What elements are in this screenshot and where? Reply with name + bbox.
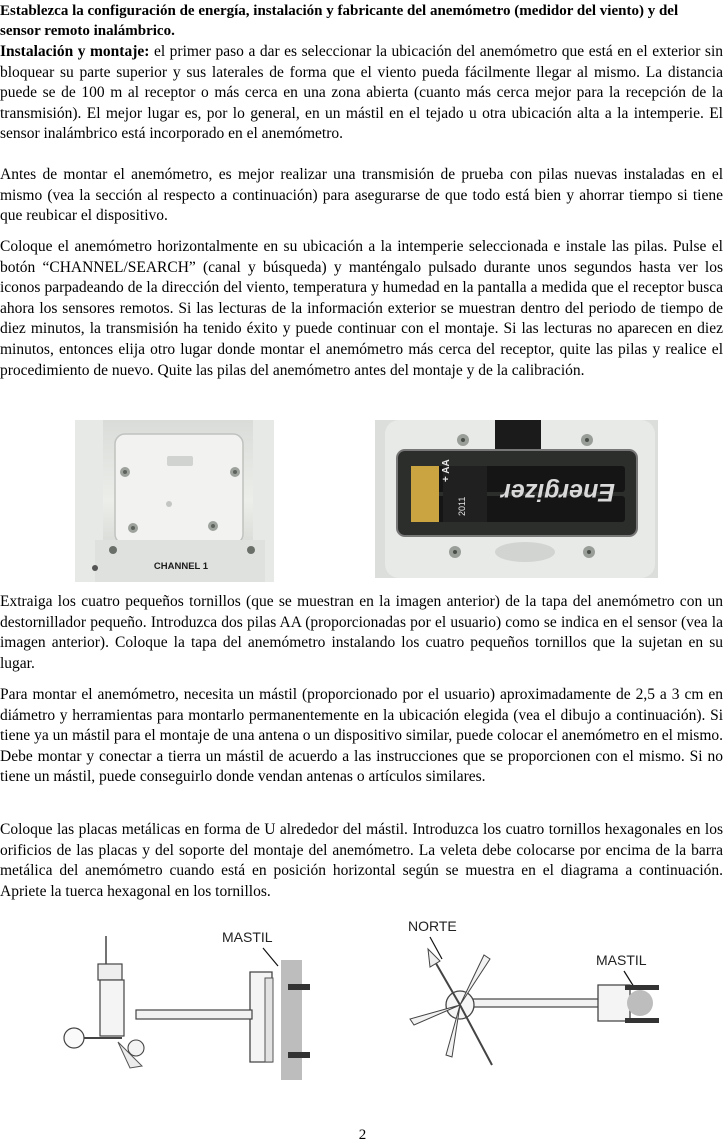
battery-cell-type: + AA	[441, 459, 452, 482]
north-label: NORTE	[408, 918, 457, 934]
installation-paragraph	[0, 42, 723, 145]
battery-brand: Energizer	[501, 478, 615, 506]
test-transmission-paragraph: Antes de montar el anemómetro, es mejor realizar una transmisión de prueba con pilas nuevas instaladas en el mismo (vea la sección al respecto a continuación) para asegurarse de que todo está bien y ahorrar tiempo si tiene que reubicar el dispositivo.	[0, 166, 723, 225]
battery-compartment-photo	[375, 420, 658, 578]
installation-lead: Instalación y montaje:	[0, 43, 150, 60]
mast-paragraph: Para montar el anemómetro, necesita un mástil (proporcionado por el usuario) aproximadamente de 2,5 a 3 cm en diámetro y herramientas para montarlo permanentemente en la ubicación elegida (vea el dibujo a continuación). Si tiene ya un mástil para el montaje de una antena o un dispositivo similar, puede colocar el anemómetro en el mismo. Debe montar y conectar a tierra un mástil de acuerdo a las instrucciones que se proporcionen con el mismo. Si no tiene un mástil, puede conseguirlo donde vendan antenas o artículos similares.	[0, 686, 723, 786]
battery-year: 2011	[457, 496, 467, 516]
placement-paragraph: Coloque el anemómetro horizontalmente en su ubicación a la intemperie seleccionada e instale las pilas. Pulse el botón “CHANNEL/SEARCH” (canal y búsqueda) y manténgalo pulsado durante unos segundos hasta ver los iconos parpadeando de la dirección del viento, temperatura y humedad en la pantalla a medida que el receptor busca ahora los sensores remotos. Si las lecturas de la información exterior se muestran dentro del periodo de tiempo de diez minutos, la transmisión ha tenido éxito y puede continuar con el montaje. Si las lecturas no aparecen en diez minutos, entonces elija otro lugar donde montar el anemómetro más cerca del receptor, quite las pilas y realice el procedimiento de nuevo. Quite las pilas del anemómetro antes del montaje y de la calibración.	[0, 238, 723, 379]
installation-text: el primer paso a dar es seleccionar la ubicación del anemómetro que está en el exterior sin bloquear su parte superior y sus laterales de forma que el viento pueda fácilmente llegar al mismo. La distancia puede se de 100 m al receptor o más cerca en una zona abierta (cuanto más cerca mejor para la recepción de la transmisión). El mejor lugar es, por lo general, en un mástil en el tejado u otra ubicación alta a la intemperie. El sensor inalámbrico está incorporado en el anemómetro.	[0, 43, 724, 143]
right-mast-label: MASTIL	[596, 952, 647, 968]
side-view-diagram	[60, 918, 325, 1082]
top-view-diagram	[400, 915, 670, 1069]
u-plates-paragraph: Coloque las placas metálicas en forma de U alrededor del mástil. Introduzca los cuatro tornillos hexagonales en los orificios de las placas y del soporte del montaje del anemómetro. La veleta debe colocarse por encima de la barra metálica del anemómetro cuando está en posición horizontal según se muestra en el diagrama a continuación. Apriete la tuerca hexagonal en los tornillos.	[0, 821, 723, 900]
sensor-cover-photo	[75, 420, 274, 582]
channel-label: CHANNEL 1	[153, 561, 209, 572]
left-mast-label: MASTIL	[222, 929, 273, 945]
section-title: Establezca la configuración de energía, instalación y fabricante del anemómetro (medidor del viento) y del sensor remoto inalámbrico.	[0, 3, 679, 39]
page-number: 2	[358, 1127, 367, 1143]
screws-paragraph: Extraiga los cuatro pequeños tornillos (que se muestran en la imagen anterior) de la tapa del anemómetro con un destornillador pequeño. Introduzca dos pilas AA (proporcionadas por el usuario) como se indica en el sensor (vea la imagen anterior). Coloque la tapa del anemómetro instalando los cuatro pequeños tornillos que la sujetan en su lugar.	[0, 593, 723, 672]
